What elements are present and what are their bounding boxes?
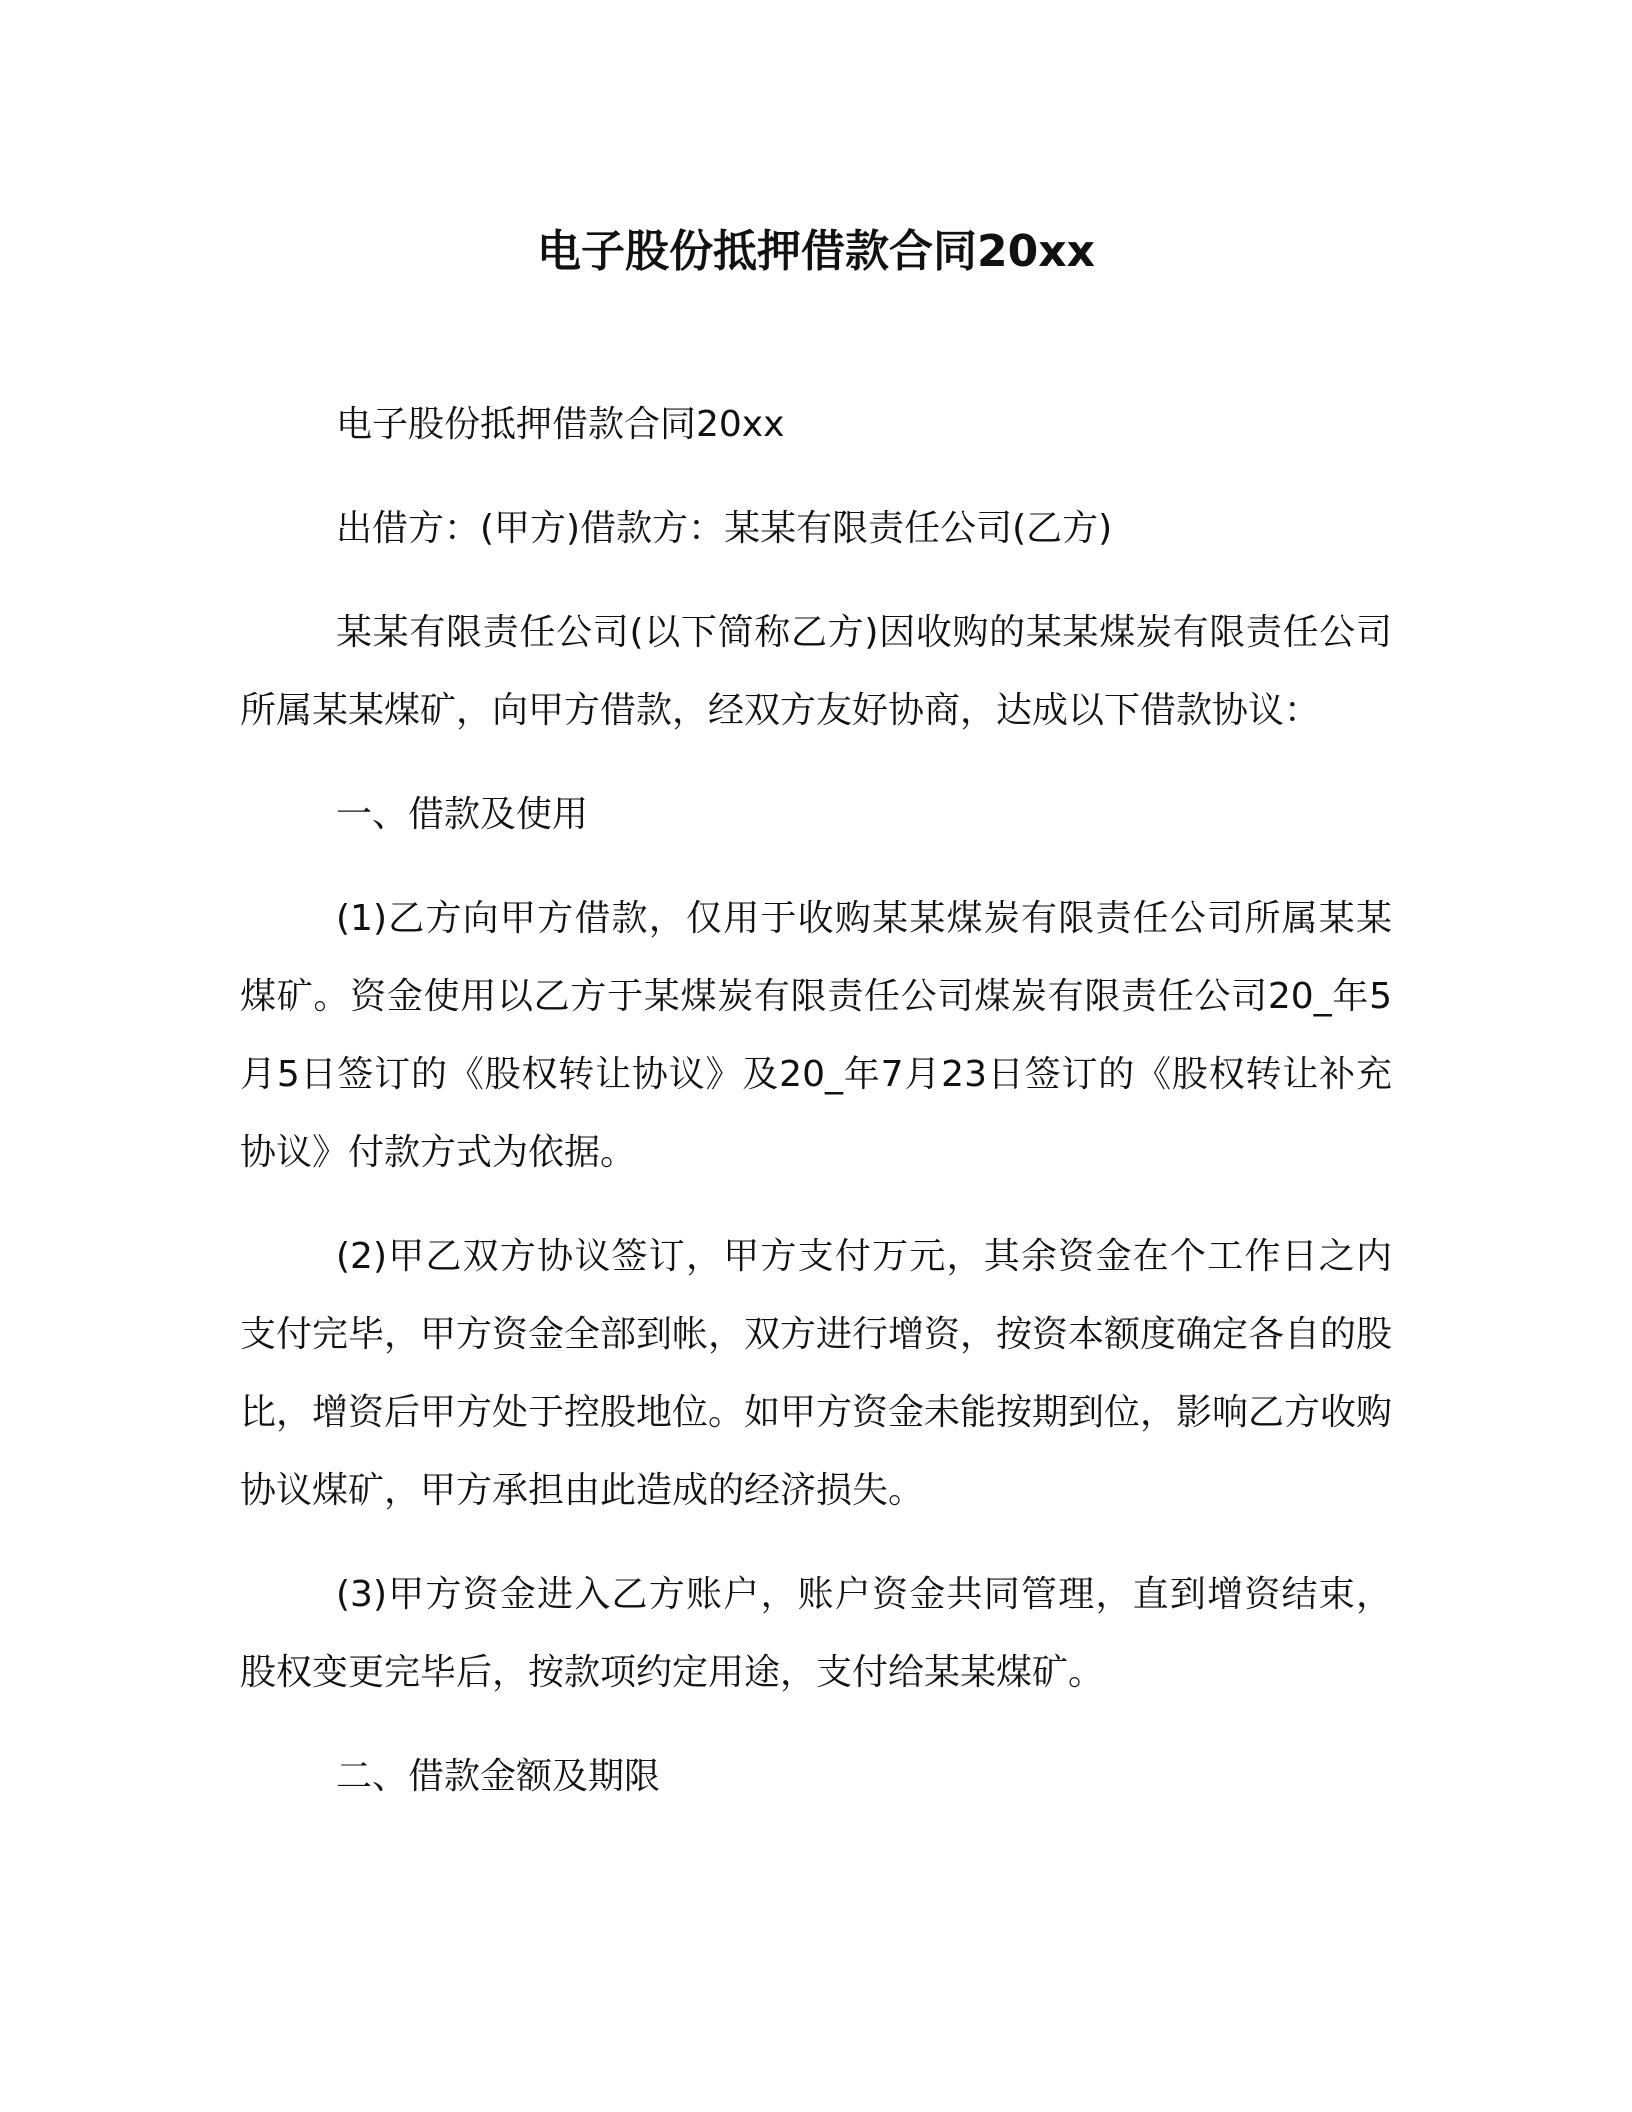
section-heading-2: 二、借款金额及期限 [336,1756,661,1797]
parties-paragraph: 出借方：(甲方)借款方：某某有限责任公司(乙方) [336,508,1113,549]
section-heading-1: 一、借款及使用 [336,794,589,835]
clause-1-paragraph: (1)乙方向甲方借款，仅用于收购某某煤炭有限责任公司所属某某煤矿。资金使用以乙方于某煤炭有限责任公司煤炭有限责任公司20_年5月5日签订的《股权转让协议》及20_年7月23日签订的《股权转让补充协议》付款方式为依据。 [240,898,1392,1173]
clause-3-paragraph: (3)甲方资金进入乙方账户，账户资金共同管理，直到增资结束，股权变更完毕后，按款项约定用途，支付给某某煤矿。 [240,1574,1392,1693]
document-body [240,386,1392,1842]
document-title: 电子股份抵押借款合同20xx [537,226,1095,277]
clause-2-paragraph: (2)甲乙双方协议签订，甲方支付万元，其余资金在个工作日之内支付完毕，甲方资金全部到帐，双方进行增资，按资本额度确定各自的股比，增资后甲方处于控股地位。如甲方资金未能按期到位，影响乙方收购协议煤矿，甲方承担由此造成的经济损失。 [240,1236,1393,1511]
subtitle-paragraph: 电子股份抵押借款合同20xx [336,404,785,445]
intro-paragraph: 某某有限责任公司(以下简称乙方)因收购的某某煤炭有限责任公司所属某某煤矿，向甲方借款，经双方友好协商，达成以下借款协议： [240,612,1392,731]
